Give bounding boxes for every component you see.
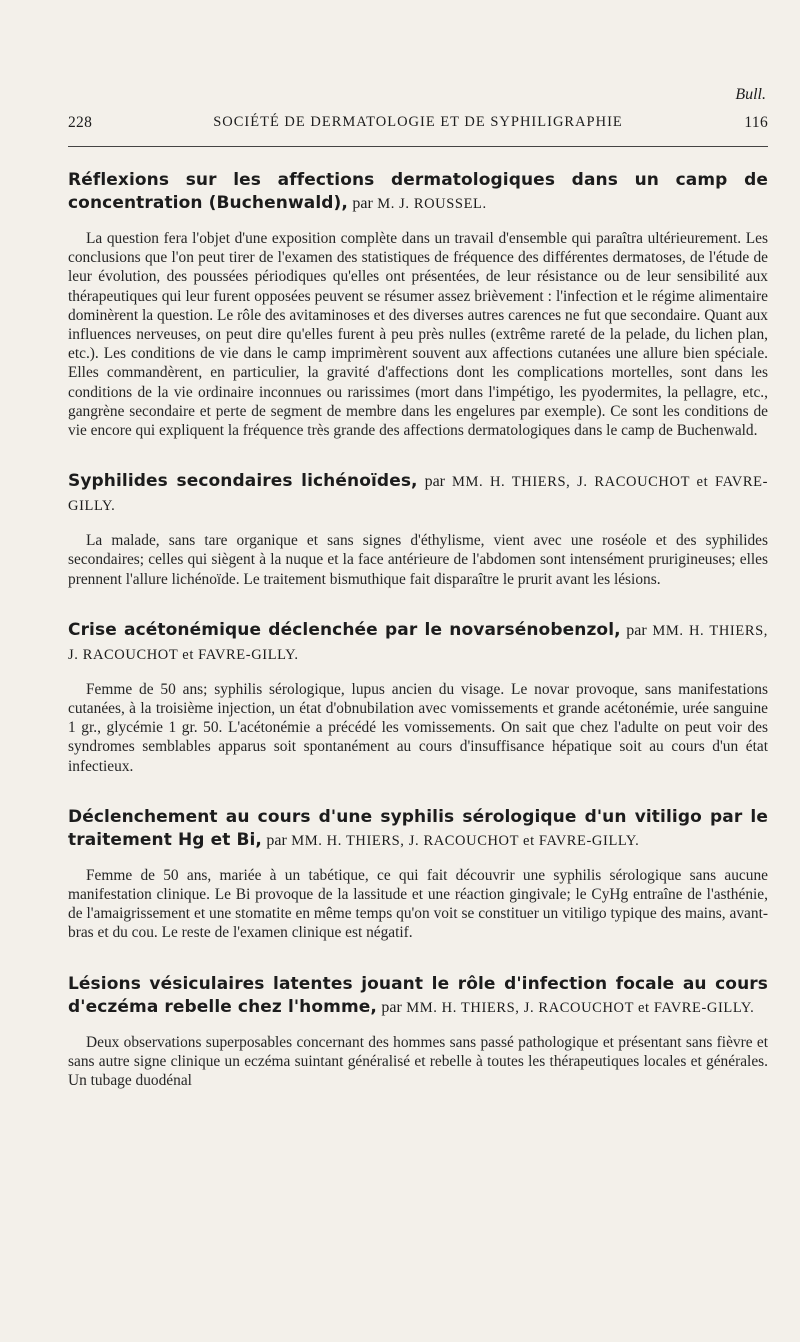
journal-title: SOCIÉTÉ DE DERMATOLOGIE ET DE SYPHILIGRAPHIE [213,114,623,130]
article-authors: MM. H. THIERS, J. RACOUCHOT et FAVRE-GILLY. [68,474,769,515]
page-number: 228 [68,114,93,131]
article-by: par [381,998,402,1016]
article-heading [68,972,768,1019]
article-title: Réflexions sur les affections dermatologiques dans un camp de concentration (Buchenwald), [68,170,768,213]
article-heading [68,618,768,666]
article-by: par [626,621,647,639]
article-title: Déclenchement au cours d'une syphilis sérologique d'un vitiligo par le traitement Hg et Bi, [68,806,768,850]
article-authors: M. J. ROUSSEL. [377,196,487,212]
article-title: Lésions vésiculaires latentes jouant le rôle d'infection focale au cours d'eczéma rebelle chez l'homme, [68,973,768,1017]
article-body: Femme de 50 ans, mariée à un tabétique, ce qui fait découvrir une syphilis sérologique sans aucune manifestation clinique. Le Bi provoque de la lassitude et une réaction gingivale; le CyHg entraîne de l'asthénie, de l'amaigrissement et une stomatite en même temps qu'on voit se constituer un vitiligo typique des mains, avant-bras et du cou. Le reste de l'examen clinique est négatif. [68,866,768,942]
article-body: Femme de 50 ans; syphilis sérologique, lupus ancien du visage. Le novar provoque, sans manifestations cutanées, à la troisième injection, un état d'obnubilation avec vomissements et grande acétonémie, urée sanguine 1 gr., glycémie 1 gr. 50. L'acétonémie a précédé les vomissements. On sait que chez l'adulte on peut voir des syndromes semblables apparus soit spontanément au cours d'insuffisance hépatique soit au cours d'un état infectieux. [68,680,768,775]
article-authors: MM. H. THIERS, J. RACOUCHOT et FAVRE-GILLY. [68,622,768,663]
article [68,805,768,943]
running-head [68,114,768,134]
article-authors: MM. H. THIERS, J. RACOUCHOT et FAVRE-GILLY. [406,999,755,1016]
article-heading [68,805,768,852]
article-body: La malade, sans tare organique et sans signes d'éthylisme, vient avec une roséole et des syphilides secondaires; celles qui siègent à la nuque et la face antérieure de l'abdomen sont intensément prurigineuses; elles prennent l'allure lichénoïde. Le traitement bismuthique fait disparaître le prurit avant les lésions. [68,532,768,588]
article-body: Deux observations superposables concernant des hommes sans passé pathologique et présentant sans fièvre et sans autre signe clinique un eczéma suintant généralisé et rebelle à toutes les thérapeutiques locales et générales. Un tubage duodénal [68,1033,768,1090]
article-authors: MM. H. THIERS, J. RACOUCHOT et FAVRE-GILLY. [291,832,640,849]
volume-number: 116 [744,114,768,131]
article-heading [68,469,768,517]
corner-note: Bull. [735,86,766,103]
header-rule [68,146,768,147]
article-list [68,168,768,1119]
article-heading [68,168,768,215]
article-title: Syphilides secondaires lichénoïdes, [68,471,418,492]
article-by: par [352,195,373,212]
article [68,618,768,776]
article [68,469,768,589]
article [68,972,768,1091]
article-title: Crise acétonémique déclenchée par le novarsénobenzol, [68,619,621,640]
article-by: par [424,473,446,491]
article-by: par [266,831,287,849]
article-body: La question fera l'objet d'une exposition complète dans un travail d'ensemble qui paraîtra ultérieurement. Les conclusions que l'on peut tirer de l'examen des statistiques de fréquence des différentes dermatoses, de l'étude de leur évolution, des poussées périodiques qu'elles ont présentées, de leur résistance ou de leur sensibilité aux thérapeutiques qui leur furent opposées peuvent se résumer assez brièvement : l'infection et le régime alimentaire dominèrent la question. Le rôle des avitaminoses et des diverses autres carences ne fut que secondaire. Quant aux influences nerveuses, on peut dire qu'elles furent à peu près nulles (extrême rareté de la pelade, du lichen plan, etc.). Les conditions de vie dans le camp imprimèrent souvent aux affections cutanées une allure bien spéciale. Elles commandèrent, en particulier, la gravité d'affections dont les complications mortelles, sont dans les conditions de la vie ordinaire inconnues ou rarissimes (mort dans l'impétigo, les pyodermites, la pellagre, etc., gangrène secondaire et perte de segment de membre dans les engelures par exemple). Ce sont les conditions de vie encore qui expliquent la fréquence très grande des affections dermatologiques dans le camp de Buchenwald. [68,230,768,440]
article [68,168,768,440]
